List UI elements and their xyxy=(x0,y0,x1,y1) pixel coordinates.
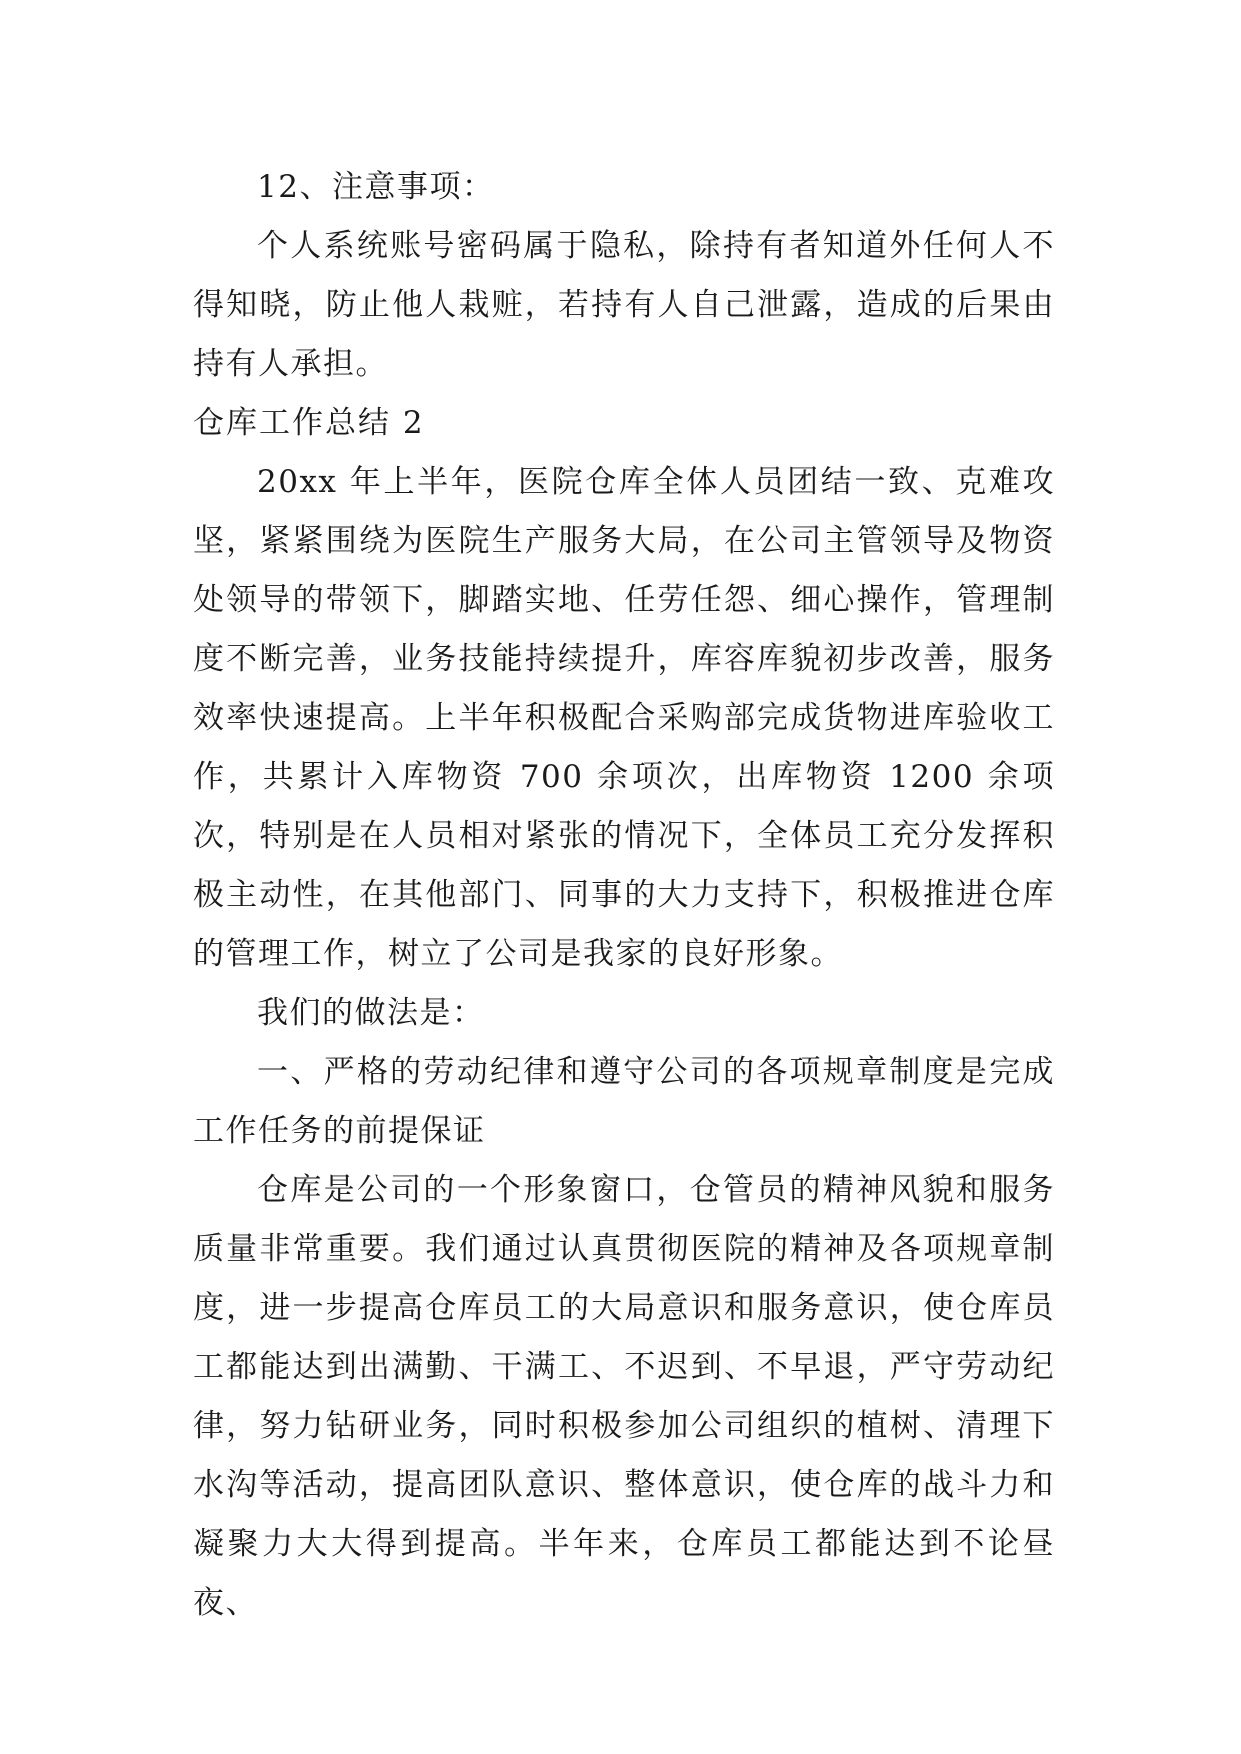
section-title: 仓库工作总结 2 xyxy=(193,405,425,441)
point-one-heading: 一、严格的劳动纪律和遵守公司的各项规章制度是完成工作任务的前提保证 xyxy=(193,1054,1055,1149)
point-one-body-paragraph: 仓库是公司的一个形象窗口，仓管员的精神风貌和服务质量非常重要。我们通过认真贯彻医院的精神及各项规章制度，进一步提高仓库员工的大局意识和服务意识，使仓库员工都能达到出满勤、干满工、不迟到、不早退，严守劳动纪律，努力钻研业务，同时积极参加公司组织的植树、清理下水沟等活动，提高团队意识、整体意识，使仓库的战斗力和凝聚力大大得到提高。半年来，仓库员工都能达到不论昼夜、 xyxy=(193,1172,1055,1621)
methods-intro-paragraph: 我们的做法是： xyxy=(257,995,485,1031)
document-body xyxy=(193,158,1055,1633)
notes-body-paragraph: 个人系统账号密码属于隐私，除持有者知道外任何人不得知晓，防止他人栽赃，若持有人自己泄露，造成的后果由持有人承担。 xyxy=(193,228,1055,382)
summary-paragraph: 20xx 年上半年，医院仓库全体人员团结一致、克难攻坚，紧紧围绕为医院生产服务大局，在公司主管领导及物资处领导的带领下，脚踏实地、任劳任怨、细心操作，管理制度不断完善，业务技能持续提升，库容库貌初步改善，服务效率快速提高。上半年积极配合采购部完成货物进库验收工作，共累计入库物资 700 余项次，出库物资 1200 余项次，特别是在人员相对紧张的情况下，全体员工充分发挥积极主动性，在其他部门、同事的大力支持下，积极推进仓库的管理工作，树立了公司是我家的良好形象。 xyxy=(193,464,1055,972)
notes-heading: 12、注意事项： xyxy=(257,169,495,205)
